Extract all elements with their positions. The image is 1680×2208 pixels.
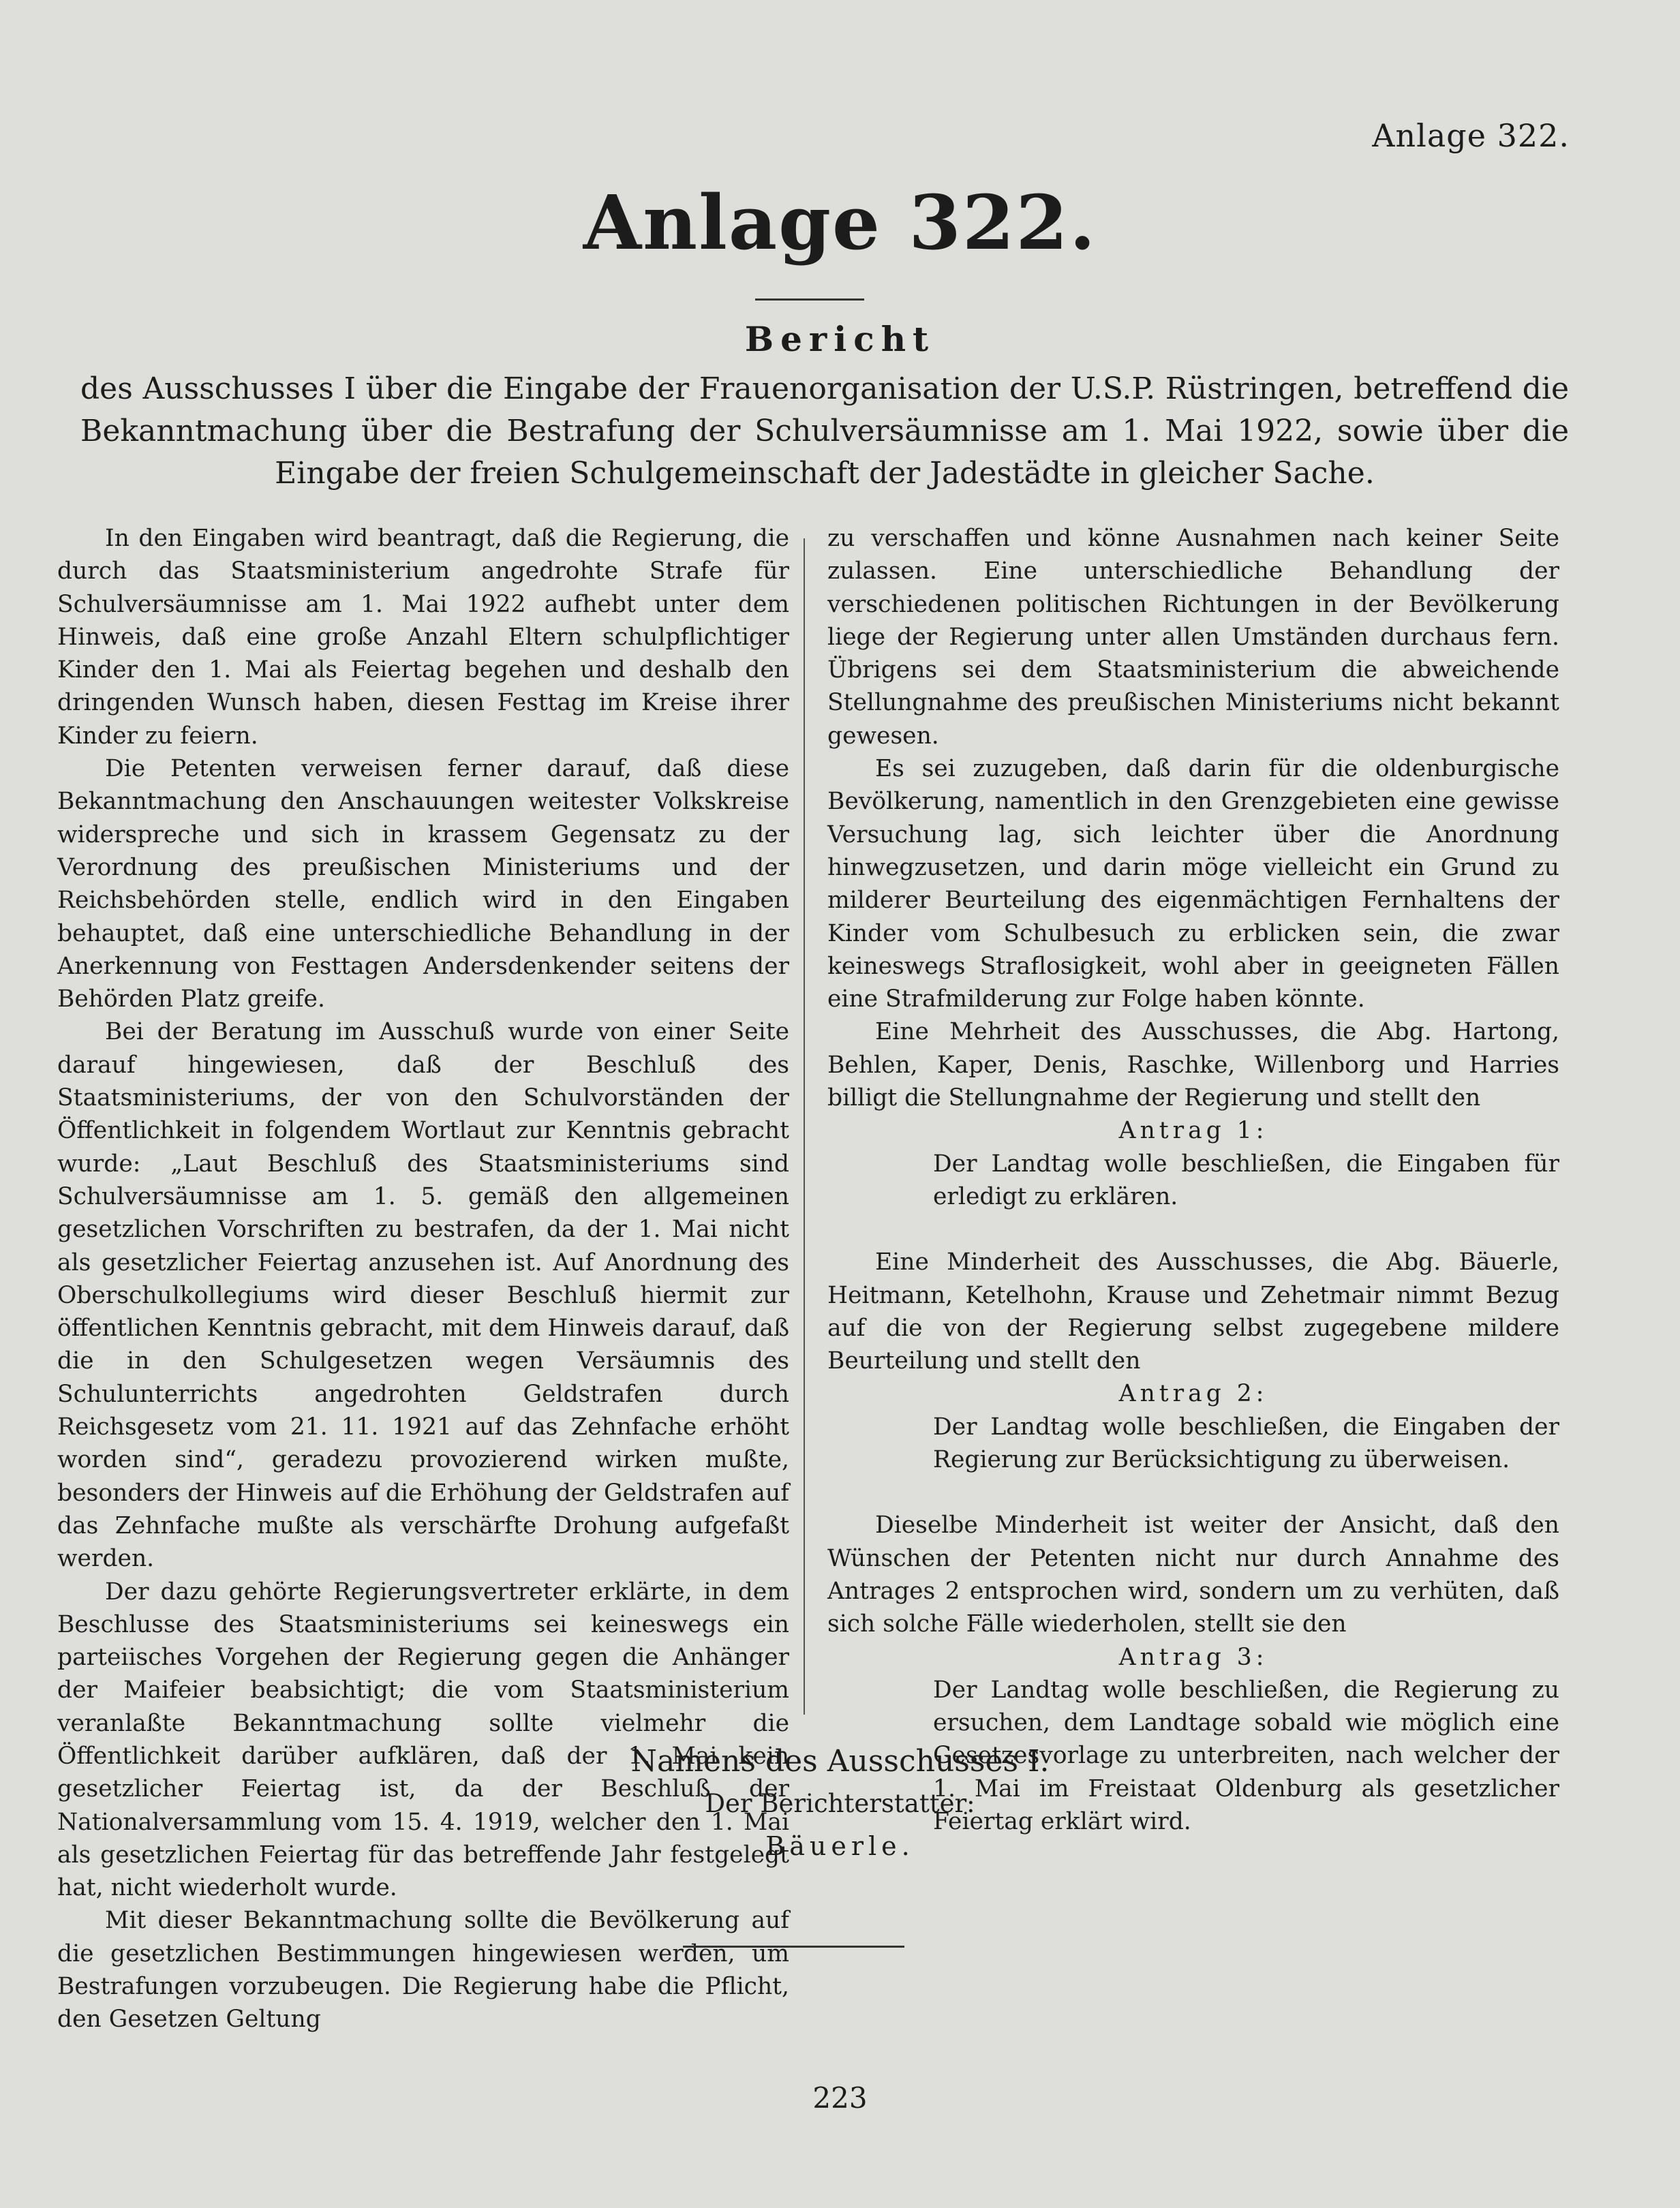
- motion-label: Antrag 1:: [1118, 1117, 1268, 1145]
- paragraph: Eine Mehrheit des Ausschusses, die Abg. Hartong, Behlen, Kaper, Denis, Raschke, Willenborg und Harries billigt die Stellungnahme der Regierung und stellt den: [827, 1018, 1559, 1112]
- paragraph: In den Eingaben wird beantragt, daß die Regierung, die durch das Staatsministerium angedrohte Strafe für Schulversäumnisse am 1. Mai 1922 aufhebt unter dem Hinweis, daß eine große Anzahl Eltern schulpflichtiger Kinder den 1. Mai als Feiertag begehen und deshalb den dringenden Wunsch haben, diesen Festtag im Kreise ihrer Kinder zu feiern.: [57, 525, 789, 750]
- column-divider: [804, 538, 805, 1715]
- motion-label: Antrag 3:: [1118, 1643, 1268, 1671]
- page-title: Anlage 322.: [583, 179, 1097, 266]
- spacer: [827, 1213, 1559, 1246]
- report-heading: Bericht: [744, 319, 936, 359]
- page-number: 223: [812, 2081, 868, 2115]
- motion-text: Der Landtag wolle beschließen, die Eingaben der Regierung zur Berücksichtigung zu überweisen.: [933, 1413, 1559, 1474]
- right-column: [827, 522, 1559, 1838]
- report-subject: des Ausschusses I über die Eingabe der Frauenorganisation der U.S.P. Rüstringen, betreffend die Bekanntmachung über die Bestrafung der Schulversäumnisse am 1. Mai 1922, sowie über die Eingabe der freien Schulgemeinschaft der Jadestädte in gleicher Sache.: [80, 371, 1569, 491]
- paragraph: zu verschaffen und könne Ausnahmen nach keiner Seite zulassen. Eine unterschiedliche Behandlung der verschiedenen politischen Richtungen in der Bevölkerung liege der Regierung unter allen Umständen durchaus fern. Übrigens sei dem Staatsministerium die abweichende Stellungnahme des preußischen Ministeriums nicht bekannt gewesen.: [827, 525, 1559, 750]
- paragraph: Mit dieser Bekanntmachung sollte die Bevölkerung auf die gesetzlichen Bestimmungen hingewiesen werden, um Bestrafungen vorzubeugen. Die Regierung habe die Pflicht, den Gesetzen Geltung: [57, 1907, 789, 2034]
- paragraph: Es sei zuzugeben, daß darin für die oldenburgische Bevölkerung, namentlich in den Grenzgebieten eine gewisse Versuchung lag, sich leichter über die Anordnung hinwegzusetzen, und darin möge vielleicht ein Grund zu milderer Beurteilung des eigenmächtigen Fernhaltens der Kinder vom Schulbesuch zu erblicken sein, die zwar keineswegs Straflosigkeit, wohl aber in geeigneten Fällen eine Strafmilderung zur Folge haben könnte.: [827, 755, 1559, 1013]
- paragraph: Der dazu gehörte Regierungsvertreter erklärte, in dem Beschlusse des Staatsministeriums sei keineswegs ein parteiisches Vorgehen der Regierung gegen die Anhänger der Maifeier beabsichtigt; die vom Staatsministerium veranlaßte Bekanntmachung sollte vielmehr die Öffentlichkeit darüber aufklären, daß der 1. Mai kein gesetzlicher Feiertag ist, da der Beschluß der Nationalversammlung vom 15. 4. 1919, welcher den 1. Mai als gesetzlichen Feiertag für das betreffende Jahr festgelegt hat, nicht wiederholt wurde.: [57, 1578, 789, 1902]
- running-head: Anlage 322.: [1372, 117, 1570, 154]
- paragraph: Bei der Beratung im Ausschuß wurde von einer Seite darauf hingewiesen, daß der Beschluß des Staatsministeriums, der von den Schulvorständen der Öffentlichkeit in folgendem Wortlaut zur Kenntnis gebracht wurde: „Laut Beschluß des Staatsministeriums sind Schulversäumnisse am 1. 5. gemäß den allgemeinen gesetzlichen Vorschriften zu bestrafen, da der 1. Mai nicht als gesetzlicher Feiertag anzusehen ist. Auf Anordnung des Oberschulkollegiums wird dieser Beschluß hiermit zur öffentlichen Kenntnis gebracht, mit dem Hinweis darauf, daß die in den Schulgesetzen wegen Versäumnis des Schulunterrichts angedrohten Geldstrafen durch Reichsgesetz vom 21. 11. 1921 auf das Zehnfache erhöht worden sind“, geradezu provozierend wirken mußte, besonders der Hinweis auf die Erhöhung der Geldstrafen auf das Zehnfache mußte als verschärfte Drohung aufgefaßt werden.: [57, 1018, 789, 1573]
- motion-label: Antrag 2:: [1118, 1380, 1268, 1408]
- signature-committee: Namens des Ausschusses I.: [630, 1744, 1050, 1779]
- paragraph: Die Petenten verweisen ferner darauf, daß diese Bekanntmachung den Anschauungen weitester Volkskreise widerspreche und sich in krassem Gegensatz zu der Verordnung des preußischen Ministeriums und der Reichsbehörden stelle, endlich wird in den Eingaben behauptet, daß eine unterschiedliche Behandlung in der Anerkennung von Festtagen Andersdenkender seitens der Behörden Platz greife.: [57, 755, 789, 1013]
- signature-block: [0, 1741, 1680, 1867]
- motion-text: Der Landtag wolle beschließen, die Regierung zu ersuchen, dem Landtage sobald wie möglich eine Gesetzesvorlage zu unterbreiten, nach welcher der 1. Mai im Freistaat Oldenburg als gesetzlicher Feiertag erklärt wird.: [933, 1676, 1559, 1835]
- spacer: [827, 1476, 1559, 1509]
- signature-role: Der Berichterstatter:: [705, 1789, 975, 1818]
- title-rule: [755, 298, 864, 301]
- motion-text: Der Landtag wolle beschließen, die Eingaben für erledigt zu erklären.: [933, 1150, 1559, 1210]
- signature-name: Bäuerle.: [765, 1831, 915, 1861]
- closing-rule: [683, 1946, 904, 1948]
- paragraph: Dieselbe Minderheit ist weiter der Ansicht, daß den Wünschen der Petenten nicht nur durch Annahme des Antrages 2 entsprochen wird, sondern um zu verhüten, daß sich solche Fälle wiederholen, stellt sie den: [827, 1512, 1559, 1638]
- paragraph: Eine Minderheit des Ausschusses, die Abg. Bäuerle, Heitmann, Ketelhohn, Krause und Zehetmair nimmt Bezug auf die von der Regierung selbst zugegebene mildere Beurteilung und stellt den: [827, 1248, 1559, 1375]
